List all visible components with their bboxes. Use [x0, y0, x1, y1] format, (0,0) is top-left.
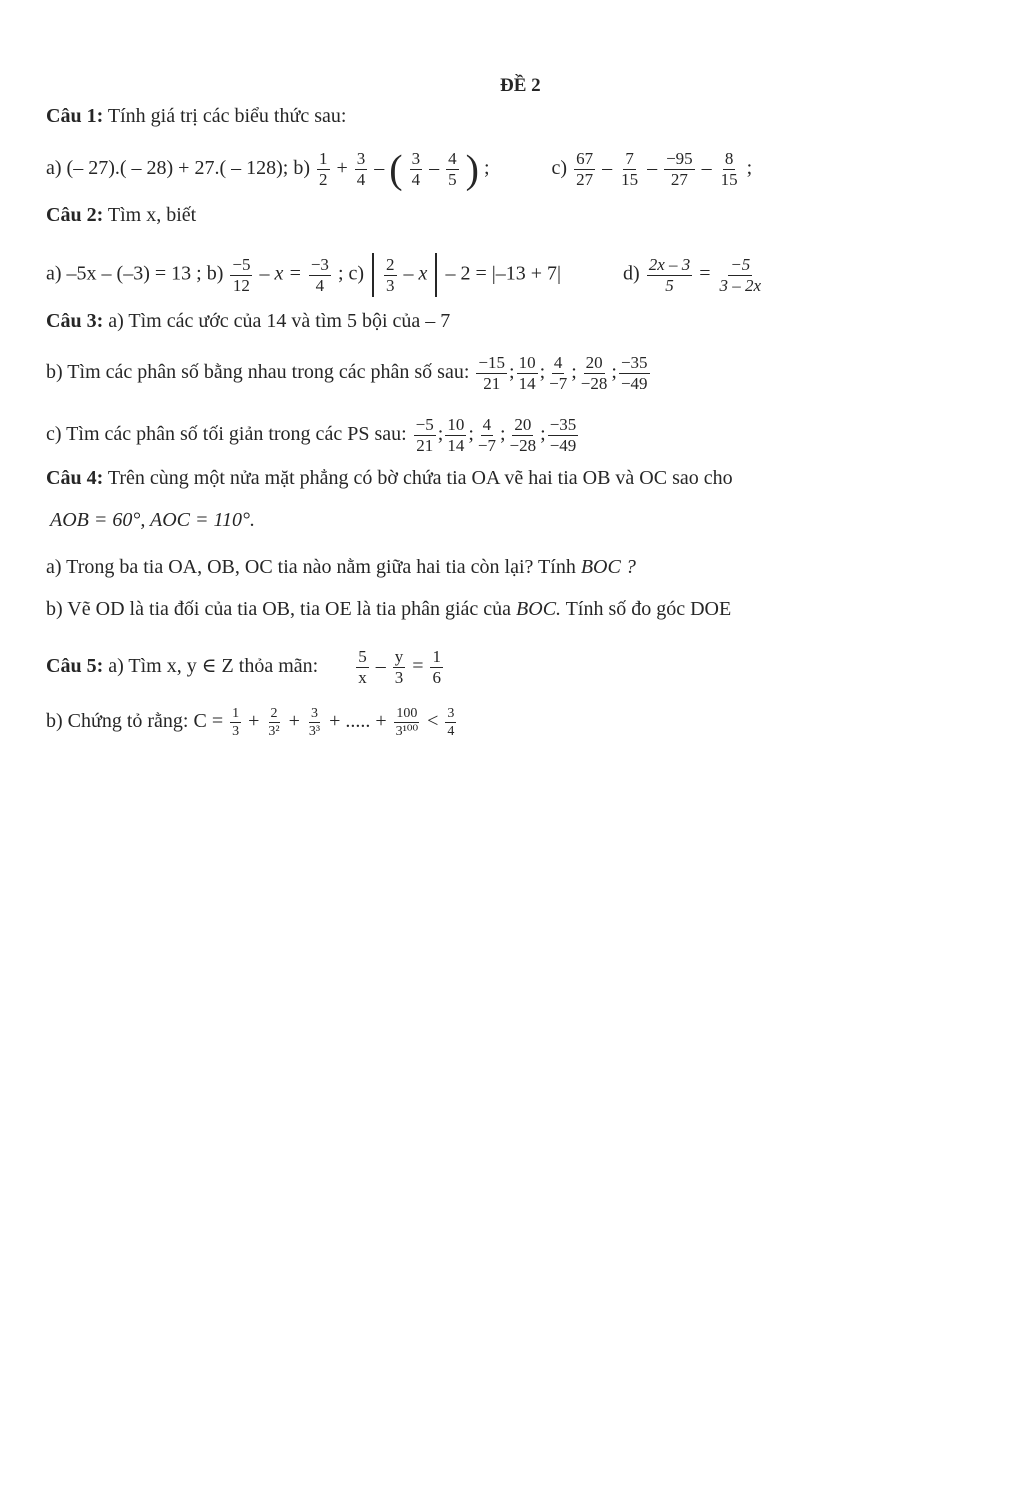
cau1-label: Câu 1: [46, 105, 104, 127]
angle-name: BOC ? [580, 556, 636, 578]
operator: – [375, 655, 386, 678]
cau2-parts [46, 253, 765, 297]
fraction: $\frac{2x - 3}{5}$ [648, 254, 691, 295]
cau1-c-label: c) [551, 157, 568, 180]
fraction: $\frac{1}{3}$ [232, 706, 240, 739]
equation-text: – x = [259, 262, 302, 285]
fraction: $\frac{20}{-28}$ [580, 353, 608, 393]
fraction: $\frac{-35}{-49}$ [549, 415, 577, 455]
fraction: $\frac{10}{14}$ [518, 353, 536, 393]
separator: ; [468, 423, 474, 446]
semicolon: ; [746, 157, 753, 180]
fraction: $\frac{5}{x}$ [358, 647, 367, 687]
fraction: $\frac{4}{5}$ [448, 149, 457, 189]
equation-text: –13 + 7 [495, 262, 558, 285]
cau5-b-text: b) Chứng tỏ rằng: [46, 710, 189, 733]
separator: ; [539, 361, 546, 384]
cau4-label: Câu 4: [46, 467, 104, 489]
abs-bar [435, 253, 437, 297]
fraction: $\frac{-35}{-49}$ [620, 353, 648, 393]
fraction: $\frac{-15}{21}$ [478, 353, 505, 393]
fraction: $\frac{7}{15}$ [621, 149, 639, 189]
cau3-c-text: c) Tìm các phân số tối giản trong các PS sau: [46, 423, 407, 446]
cau3-a: a) Tìm các ước của 14 và tìm 5 bội của – 7 [108, 310, 451, 332]
fraction: $\frac{4}{-7}$ [477, 415, 496, 455]
abs-bar [372, 253, 374, 297]
operator: < [427, 710, 439, 733]
operator: + [288, 710, 300, 733]
fraction: $\frac{1}{2}$ [319, 149, 328, 189]
cau4-a [46, 555, 636, 579]
operator: = [699, 262, 711, 285]
fraction-list [474, 353, 651, 393]
exam-title: ĐỀ 2 [500, 75, 541, 96]
separator: ; [509, 361, 515, 384]
cau4-a-text: a) Trong ba tia OA, OB, OC tia nào nằm giữa hai tia còn lại? Tính [46, 556, 576, 578]
operator: – [701, 157, 712, 180]
fraction: $\frac{-5}{3 - 2x}$ [719, 254, 762, 295]
cau3-label: Câu 3: [46, 310, 104, 332]
cau5-a [46, 648, 445, 687]
fraction: $\frac{2}{\text{3²}}$ [268, 706, 280, 739]
separator: ; [540, 423, 546, 446]
operator: + [336, 157, 348, 180]
cau3-c [46, 416, 580, 455]
equation-text: – x [403, 262, 428, 285]
cau4-text: Trên cùng một nửa mặt phẳng có bờ chứa tia OA vẽ hai tia OB và OC sao cho [107, 467, 733, 489]
left-paren: ( [389, 146, 403, 192]
equation-text: C = [193, 710, 224, 733]
cau5-a-text: a) Tìm x, y ∈ Z thỏa mãn: [108, 655, 319, 678]
cau4-angles: AOB = 60°, AOC = 110°. [50, 509, 256, 531]
cau4-b-end: Tính số đo góc DOE [565, 598, 732, 620]
angle-name: BOC. [516, 598, 562, 620]
operator: – [429, 157, 440, 180]
fraction: $\frac{8}{15}$ [720, 149, 738, 189]
fraction: $\frac{-3}{4}$ [310, 254, 329, 295]
separator: ; [611, 361, 617, 384]
cau3-heading [46, 309, 450, 333]
fraction: $\frac{3}{\text{3³}}$ [308, 706, 321, 739]
fraction: $\frac{3}{4}$ [447, 706, 455, 739]
fraction: $\frac{67}{27}$ [576, 149, 594, 189]
fraction: $\frac{100}{\text{3¹⁰⁰}}$ [395, 706, 419, 739]
fraction: $\frac{20}{-28}$ [509, 415, 537, 455]
cau1-text: Tính giá trị các biểu thức sau: [107, 105, 347, 127]
fraction: $\frac{10}{14}$ [447, 415, 465, 455]
abs-bar: | [491, 262, 496, 285]
cau5-label: Câu 5: [46, 655, 104, 678]
right-paren: ) [465, 146, 479, 192]
fraction: $\frac{3}{4}$ [411, 149, 421, 189]
fraction: $\frac{-5}{12}$ [232, 254, 251, 295]
cau1-a: a) (– 27).( – 28) + 27.( – 128); [46, 157, 289, 180]
separator: ; [571, 361, 577, 384]
cau3-b [46, 354, 652, 393]
operator: – [647, 157, 658, 180]
cau4-heading [46, 466, 733, 490]
fraction: $\frac{-95}{27}$ [666, 149, 693, 189]
semicolon: ; [337, 262, 344, 285]
cau1-parts [46, 146, 753, 192]
cau2-text: Tìm x, biết [107, 204, 197, 226]
cau1-b-label: b) [293, 157, 311, 180]
separator: ; [499, 423, 506, 446]
cau2-b-label: b) [206, 262, 224, 285]
fraction: $\frac{y}{3}$ [394, 647, 404, 687]
operator: – [374, 157, 385, 180]
operator: – [602, 157, 613, 180]
fraction: $\frac{1}{6}$ [432, 647, 441, 687]
fraction: $\frac{-5}{21}$ [415, 415, 434, 455]
cau2-label: Câu 2: [46, 204, 104, 226]
cau1-heading [46, 104, 346, 128]
fraction: $\frac{3}{4}$ [356, 149, 366, 189]
cau3-b-text: b) Tìm các phân số bằng nhau trong các phân số sau: [46, 361, 470, 384]
abs-bar: | [557, 262, 562, 285]
fraction-list [412, 415, 581, 455]
cau2-a: a) –5x – (–3) = 13 ; [46, 262, 202, 285]
cau2-heading [46, 203, 196, 227]
fraction: $\frac{4}{-7}$ [549, 353, 568, 393]
operator: + ..... + [329, 710, 387, 733]
separator: ; [437, 423, 444, 446]
cau5-b [46, 706, 458, 739]
cau4-b-text: b) Vẽ OD là tia đối của tia OB, tia OE là tia phân giác của [46, 598, 512, 620]
cau2-c-label: c) [348, 262, 365, 285]
equation-text: – 2 = [445, 262, 487, 285]
operator: + [248, 710, 260, 733]
cau2-d-label: d) [623, 262, 640, 285]
cau4-b [46, 597, 731, 621]
semicolon: ; [483, 157, 490, 180]
fraction: $\frac{2}{3}$ [386, 254, 395, 295]
operator: = [412, 655, 424, 678]
